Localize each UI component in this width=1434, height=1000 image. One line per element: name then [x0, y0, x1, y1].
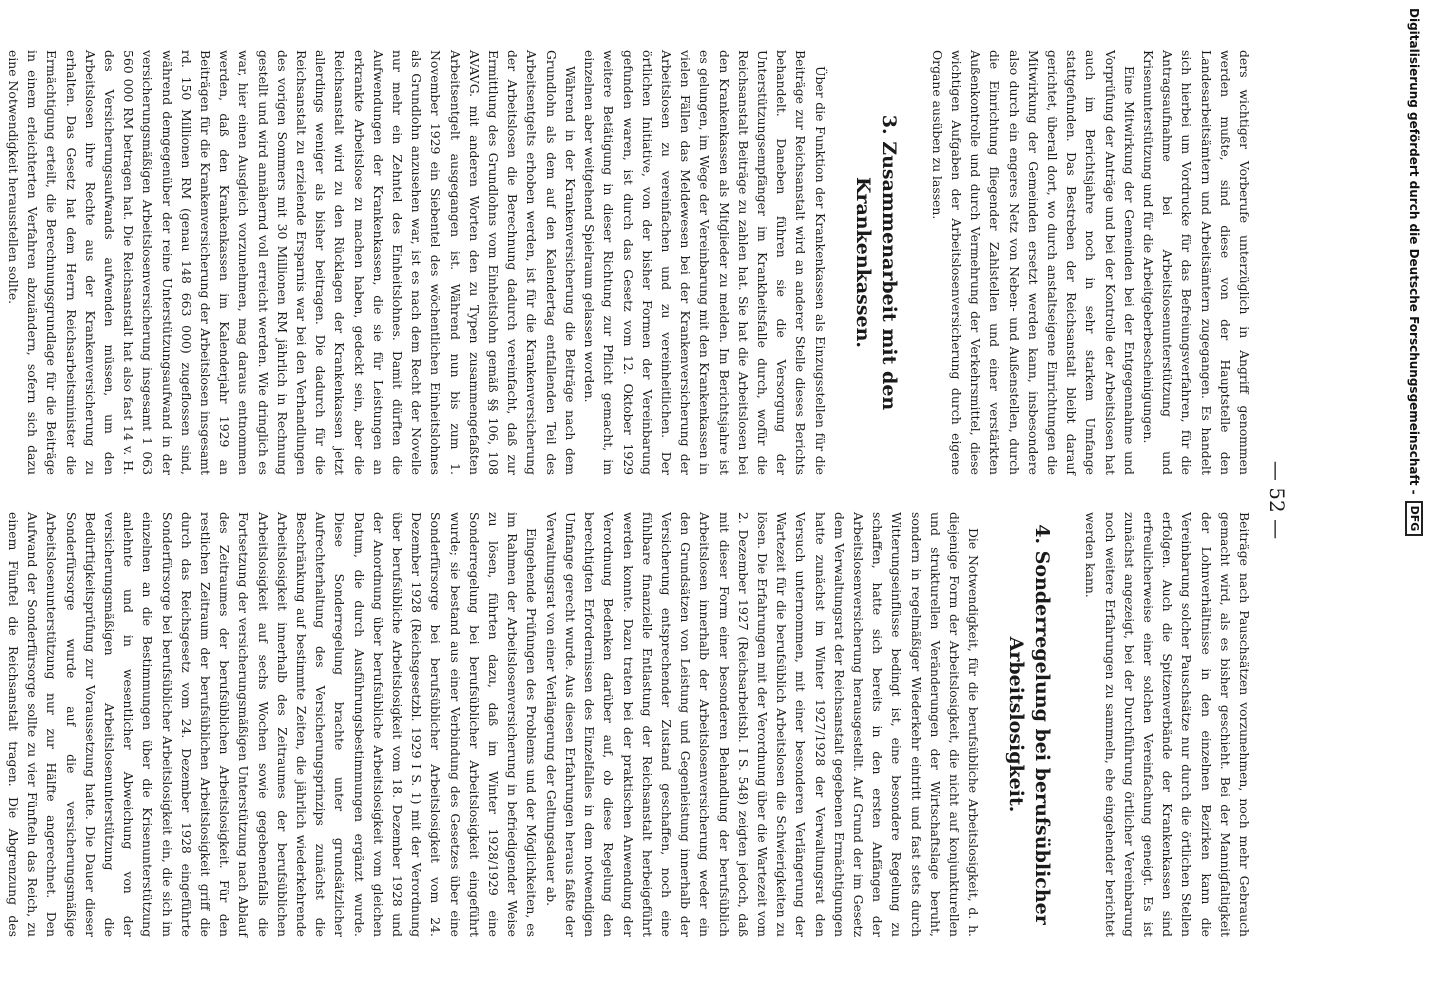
- funding-notice-text: Digitalisierung gefördert durch die Deutsche Forschungsgemeinschaft -: [1407, 8, 1421, 495]
- paragraph: Eine Mitwirkung der Gemeinden bei der Entgegennahme und Vorprüfung der Anträge und bei der Kontrolle der Arbeitslosen hat auch im Berichtsjahre noch in sehr starkem Umfange stattgefunden. Das Bestreben der Reichsanstalt bleibt darauf gerichtet, überall dort, wo durch anstaltseigene Einrichtungen die Mitwirkung der Gemeinden ersetzt werden kann, insbesondere also durch ein engeres Netz von Neben- und Außenstellen, durch die Einrichtung fliegender Zahlstellen und einer verstärkten Außenkontrolle und durch Vermehrung der Verkehrsmittel, diese wichtigen Aufgaben der Arbeitslosenversicherung durch eigene Organe ausüben zu lassen.: [929, 50, 1137, 475]
- right-column: [0, 512, 1254, 937]
- paragraph: [0, 50, 4, 475]
- paragraph: Beiträge nach Pauschsätzen vorzunehmen, noch mehr Gebrauch gemacht wird, als es bisher geschieht. Bei der Mannigfaltigkeit der Lohnverhältnisse in den einzelnen Bezirken kann die Vereinbarung solcher Pauschsätze nur durch die örtlichen Stellen erfolgen. Auch die Spitzenverbände der Krankenkassen sind erfreulicherweise einer solchen Vereinfachung geneigt. Es ist zunächst angezeigt, bei der Durchführung örtlicher Vereinbarung noch weitere Erfahrungen zu sammeln, ehe eingehender berichtet werden kann.: [1083, 512, 1252, 937]
- funding-notice: [1404, 8, 1424, 992]
- paragraph: Während in der Krankenversicherung die Beiträge nach dem Grundlohn als dem auf den Kalendertag entfallenden Teil des Arbeitsentgelts erhoben werden, ist für die Krankenversicherung der Arbeitslosen die Berechnung dadurch vereinfacht, daß zur Ermittlung des Grundlohns vom Einheitslohn gemäß §§ 106, 108 AVAVG. mit anderen Worten den zu Typen zusammengefaßten Arbeitsentgelt ausgegangen ist. Während nun bis zum 1. November 1929 ein Siebentel des wöchentlichen Einheitslohnes als Grundlohn anzusehen war, ist es nach dem Recht der Novelle nur mehr ein Zehntel des Einheitslohnes. Damit dürften die Aufwendungen der Krankenkassen, die sie für Leistungen an erkrankte Arbeitslose zu machen haben, gedeckt sein, aber die Reichsanstalt wird zu den Rücklagen der Krankenkassen jetzt allerdings weniger als bisher beitragen. Die dadurch für die Reichsanstalt zu erzielende Ersparnis war bei den Verhandlungen des vorigen Sommers mit 30 Millionen RM jährlich in Rechnung gestellt und wird annähernd voll erreicht werden. Wie dringlich es war, hier einen Ausgleich vorzunehmen, mag daraus entnommen werden, daß den Krankenkassen im Kalenderjahr 1929 an Beiträgen für die Krankenversicherung der Arbeitslosen insgesamt rd. 150 Millionen RM (genau 148 663 000) zugeflossen sind, während demgegenüber der reine Unterstützungsaufwand in der versicherungsmäßigen Arbeitslosenversicherung insgesamt 1 063 560 000 RM betragen hat. Die Reichsanstalt hat also fast 14 v. H. des Versicherungsaufwands aufwenden müssen, um den Arbeitslosen ihre Rechte aus der Krankenversicherung zu erhalten. Das Gesetz hat dem Herrn Reichsarbeitsminister die Ermächtigung erteilt, die Berechnungsgrundlage für die Beiträge in einem erleichterten Verfahren abzuändern, sofern sich dazu eine Notwendigkeit herausstellen sollte.: [6, 50, 578, 475]
- document-page: [0, 50, 1292, 950]
- paragraph: Die Notwendigkeit, für die berufsübliche Arbeitslosigkeit, d. h. diejenige Form der Arbeitslosigkeit, die nicht auf konjunkturellen und strukturellen Veränderungen der Wirtschaftslage beruht, sondern in regelmäßiger Wiederkehr eintritt und fast stets durch Witterungseinflüsse bedingt ist, eine besondere Regelung zu schaffen, hatte sich bereits in den ersten Anfängen der Arbeitslosenversicherung herausgestellt. Auf Grund der im Gesetz dem Verwaltungsrat der Reichsanstalt gegebenen Ermächtigungen hatte zunächst im Winter 1927/1928 der Verwaltungsrat den Versuch unternommen, mit einer besonderen Verlängerung der Wartezeit für die berufsüblich Arbeitslosen die Schwierigkeiten zu lösen. Die Erfahrungen mit der Verordnung über die Wartezeit vom 2. Dezember 1927 (Reichsarbeitsbl. I S. 548) zeigten jedoch, daß mit dieser Form einer besonderen Behandlung der berufsüblich Arbeitslosen innerhalb der Arbeitslosenversicherung weder ein den Grundsätzen von Leistung und Gegenleistung innerhalb der Versicherung entsprechender Zustand geschaffen, noch eine fühlbare finanzielle Entlastung der Reichsanstalt herbeigeführt werden konnte. Dazu traten bei der praktischen Anwendung der Verordnung Bedenken darüber auf, ob diese Regelung den berechtigten Erfordernissen des Einzelfalles in dem notwendigen Umfange gerecht wurde. Aus diesen Erfahrungen heraus faßte der Verwaltungsrat von einer Verlängerung der Geltungsdauer ab.: [543, 512, 982, 937]
- section-heading-3: 3. Zusammenarbeit mit den Krankenkassen.: [851, 114, 900, 411]
- page-number: — 52 —: [1265, 460, 1289, 540]
- left-column: [0, 50, 1254, 475]
- section-heading-4: 4. Sonderregelung bei berufsüblicher Arbeitslosigkeit.: [1005, 524, 1054, 925]
- paragraph: Eingehende Prüfungen des Problems und der Möglichkeiten, es im Rahmen der Arbeitslosenversicherung in befriedigender Weise zu lösen, führten dazu, daß im Winter 1928/1929 eine Sonderregelung bei berufsüblicher Arbeitslosigkeit eingeführt wurde; sie bestand aus einer Verbindung des Gesetzes über eine Sonderfürsorge bei berufsüblicher Arbeitslosigkeit vom 24. Dezember 1928 (Reichsgesetzbl. 1929 I S. 1) mit der Verordnung über berufsübliche Arbeitslosigkeit vom 18. Dezember 1928 und der Anordnung über berufsübliche Arbeitslosigkeit vom gleichen Datum, die durch Ausführungsbestimmungen ergänzt wurde. Diese Sonderregelung brachte unter grundsätzlicher Aufrechterhaltung des Versicherungsprinzips zunächst die Beschränkung auf bestimmte Zeiten, die jährlich wiederkehrende Arbeitslosigkeit innerhalb des Zeitraumes der berufsüblichen Arbeitslosigkeit auf sechs Wochen sowie gegebenenfalls die Fortsetzung der versicherungsmäßigen Unterstützung nach Ablauf des Zeitraumes der berufsüblichen Arbeitslosigkeit. Für den restlichen Zeitraum der berufsüblichen Arbeitslosigkeit griff die durch das Reichsgesetz vom 24. Dezember 1928 eingeführte Sonderfürsorge bei berufsüblicher Arbeitslosigkeit ein, die sich im einzelnen an die Bestimmungen über die Krisenunterstützung anlehnte und in wesentlicher Abweichung von der versicherungsmäßigen Arbeitslosenunterstützung die Bedürftigkeitsprüfung zur Voraussetzung hatte. Die Dauer dieser Sonderfürsorge wurde auf die versicherungsmäßige Arbeitslosenunterstützung nur zur Hälfte angerechnet. Den Aufwand der Sonderfürsorge sollte zu vier Fünfteln das Reich, zu einem Fünftel die Reichsanstalt tragen. Die Abgrenzung des: [6, 512, 540, 937]
- dfg-logo-icon: DFG: [1405, 501, 1423, 537]
- paragraph: Über die Funktion der Krankenkassen als Einzugsstellen für die Beiträge zur Reichsanstalt wird an anderer Stelle dieses Berichts behandelt. Daneben führen sie die Versorgung der Unterstützungsempfänger im Krankheitsfalle durch, wofür die Reichsanstalt Beiträge zu zahlen hat. Sie hat die Arbeitslosen bei den Krankenkassen als Mitglieder zu melden. Im Berichtsjahre ist es gelungen, im Wege der Vereinbarung mit den Krankenkassen in vielen Fällen das Meldewesen bei der Krankenversicherung der Arbeitslosen zu vereinfachen und zu vereinheitlichen. Der örtlichen Initiative, von der bisher Formen der Vereinbarung gefunden waren, ist durch das Gesetz vom 12. Oktober 1929 weitere Betätigung in dieser Richtung zur Pflicht gemacht, im einzelnen aber weitgehend Spielraum gelassen worden.: [582, 50, 828, 475]
- paragraph: ders wichtiger Vorberufe unterzüglich in Angriff genommen werden mußte, sind diese von der Hauptstelle den Landesarbeitsämtern und Arbeitsämtern zugegangen. Es handelt sich hierbei um Vordrucke für das Befreiungsverfahren, für die Antragsaufnahme bei Arbeitslosenunterstützung und Krisenunterstützung und für die Arbeitgeberbescheinigungen.: [1140, 50, 1252, 475]
